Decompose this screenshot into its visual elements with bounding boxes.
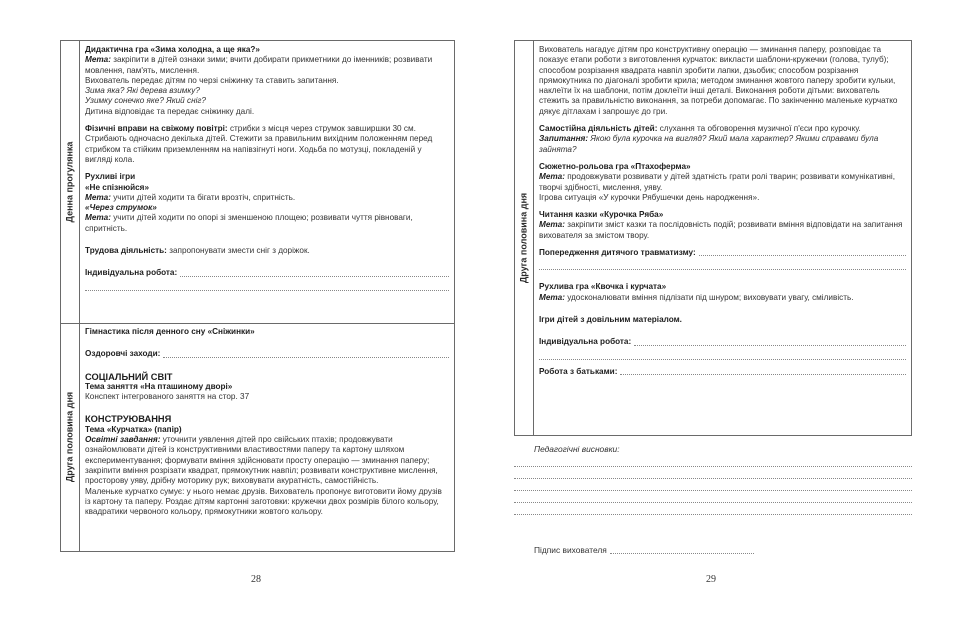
injury-prevention-field[interactable]: Попередження дитячого травматизму: (539, 248, 906, 258)
walk-section (85, 45, 449, 291)
blank-line[interactable] (514, 479, 912, 491)
roleplay-situation: Ігрова ситуація «У курочки Рябушечки день народження». (539, 192, 760, 202)
labor-activity: Трудова діяльність: запропонувати змести сніг з доріжок. (85, 246, 310, 256)
roleplay-goal: Мета: продовжувати розвивати у дітей здатність грати ролі тварин; розвивати комунікативні, творчі здібності, мислення, уяву. (539, 172, 895, 192)
game-line: Дитина відповідає та передає сніжинку далі. (85, 106, 255, 116)
social-topic: Тема заняття «На пташиному дворі» (85, 381, 233, 391)
game2-title: «Через струмок» (85, 203, 157, 213)
conclusions-label: Педагогічні висновки: (534, 444, 620, 454)
game-line: Узимку сонечко яке? Який сніг? (85, 96, 206, 106)
health-measures-field[interactable]: Оздоровчі заходи: (85, 349, 449, 359)
story-text: Маленьке курчатко сумує: у нього немає друзів. Вихователь пропонує виготовити йому друзів із картону та паперу. Роздає дітям картонні заготовки: кружечки двох розмірів білого кольору, квадратики червоного кольору, прямокутники жовтого кольору. (85, 486, 442, 517)
physical-exercises: Фізичні вправи на свіжому повітрі: стрибки з місця через струмок завширшки 30 см. Стрибають одночасно декілька дітей. Стежити за правильним вихідним положенням перед стрибком та стійким приземленням на напівзігнуті ноги. Ходьба по мотузці, покладеній у вигляді кола. (85, 124, 433, 164)
game1-goal: Мета: учити дітей ходити та бігати врозтіч, спритність. (85, 192, 296, 202)
game-line: Вихователь передає дітям по черзі сніжинку та ставить запитання. (85, 75, 339, 85)
blank-line[interactable] (514, 503, 912, 515)
educational-tasks: Освітні завдання: уточнити уявлення дітей про свійських птахів; продовжувати ознайомлювати дітей із конструктивними властивостями паперу та картону шляхом експериментування; формувати вміння здійснювати просту операцію — зминання паперу; закріпити вміння розрізати квадрат, прямокутник навпіл; розвивати конструктивне мислення, просторову уяву, дрібну моторику рук; виховувати акуратність, самостійність. (85, 435, 438, 486)
construction-topic: Тема «Курчатка» (папір) (85, 424, 182, 434)
left-page-table (60, 40, 455, 552)
individual-work-field[interactable]: Індивідуальна робота: (85, 268, 449, 278)
right-side-column (515, 41, 534, 435)
signature-field[interactable]: Підпис вихователя (534, 545, 754, 556)
active-game-title: Рухлива гра «Квочка і курчата» (539, 282, 667, 292)
game-line: Зима яка? Які дерева взимку? (85, 86, 200, 96)
parents-work-field[interactable]: Робота з батьками: (539, 367, 906, 377)
game1-title: «Не спізнюйся» (85, 182, 149, 192)
afternoon-section-label: Друга половина дня (64, 391, 75, 483)
reading-goal: Мета: закріпити зміст казки та послідовність подій; розвивати вміння відповідати на запитання вихователя за змістом твору. (539, 220, 903, 240)
construction-caption: КОНСТРУЮВАННЯ (85, 414, 172, 425)
afternoon-section-label: Друга половина дня (518, 192, 529, 284)
blank-line[interactable] (539, 348, 906, 360)
walk-section-label: Денна прогулянка (64, 141, 75, 223)
right-page-table (514, 40, 912, 436)
blank-line[interactable] (539, 258, 906, 270)
game2-goal: Мета: учити дітей ходити по опорі зі зменшеною площею; розвивати чуття рівноваги, спритність. (85, 213, 413, 233)
right-afternoon-section (539, 45, 906, 377)
reading-title: Читання казки «Курочка Ряба» (539, 210, 664, 220)
right-page-number: 29 (706, 574, 716, 585)
didactic-game-title: Дидактична гра «Зима холодна, а ще яка?» (85, 45, 260, 54)
independent-activity: Самостійна діяльність дітей: слухання та обговорення музичної п'єси про курочку. (539, 124, 861, 134)
blank-line[interactable] (514, 455, 912, 467)
social-note: Конспект інтегрованого заняття на стор. 37 (85, 392, 250, 402)
blank-line[interactable] (514, 491, 912, 503)
blank-line[interactable] (514, 467, 912, 479)
didactic-game-goal: Мета: закріпити в дітей ознаки зими; вчити добирати прикметники до іменників; розвивати мовлення, пам'ять, мислення. (85, 55, 433, 75)
left-side-column (61, 41, 80, 551)
gymnastics-title: Гімнастика після денного сну «Сніжинки» (85, 327, 255, 336)
active-games-title: Рухливі ігри (85, 172, 136, 182)
free-games: Ігри дітей з довільним матеріалом. (539, 314, 682, 324)
active-game-goal: Мета: удосконалювати вміння підлізати під шнуром; виховувати увагу, сміливість. (539, 292, 854, 302)
individual-work-field[interactable]: Індивідуальна робота: (539, 337, 906, 347)
section-divider (61, 323, 454, 324)
questions: Запитання: Якою була курочка на вигляд? Який мала характер? Якими справами була зайнята? (539, 134, 879, 154)
roleplay-title: Сюжетно-рольова гра «Птахоферма» (539, 161, 691, 171)
social-world-caption: СОЦІАЛЬНИЙ СВІТ (85, 371, 173, 382)
construction-process: Вихователь нагадує дітям про конструктивну операцію — зминання паперу, розповідає та показує етапи роботи з виготовлення курчаток: викласти шаблони-кружечки (голова, тулуб); способом розрізання квадрата навпіл зробити лапки, дзьобик; способом розрізання прямокутника по діагоналі зробити крила; методом зминання жовтого паперу зробити кульки, наклеїти їх на шаблони, потім доклеїти інші деталі. Виконання роботи дітьми: вихователь стежить за правильністю виконання, за потреби допомагає. По закінченню маленьке курчатко дякує дітлахам і запрошує до гри. (539, 45, 898, 116)
left-page-number: 28 (251, 574, 261, 585)
conclusions-lines[interactable] (514, 455, 912, 515)
afternoon-section (85, 327, 449, 517)
blank-line[interactable] (85, 279, 449, 291)
